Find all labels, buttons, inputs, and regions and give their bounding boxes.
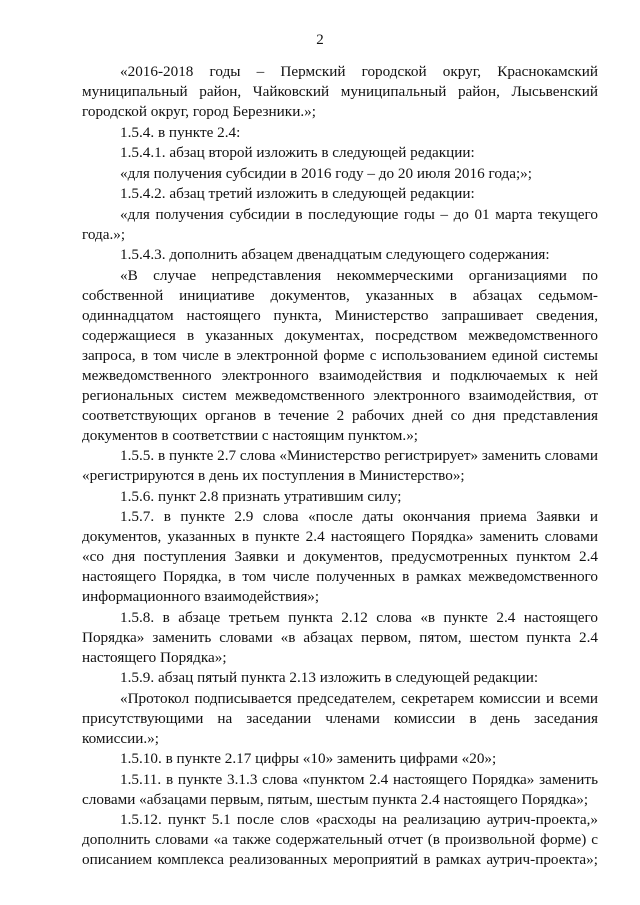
paragraph-quote-2016-deadline: «для получения субсидии в 2016 году – до 20 июля 2016 года;»; xyxy=(120,164,532,182)
paragraph-quote-protocol: «Протокол подписывается председателем, секретарем комиссии и всеми присутствующими на заседании членами комиссии в день заседания комиссии.»; xyxy=(82,689,598,747)
paragraph-1-5-6: 1.5.6. пункт 2.8 признать утратившим силу; xyxy=(120,487,402,505)
page-number: 2 xyxy=(316,32,324,48)
paragraph-1-5-4-2: 1.5.4.2. абзац третий изложить в следующей редакции: xyxy=(120,185,475,202)
paragraph-1-5-8: 1.5.8. в абзаце третьем пункта 2.12 слова «в пункте 2.4 настоящего Порядка» заменить словами «в абзацах первом, пятом, шестом пункта 2.4 настоящего Порядка»; xyxy=(82,608,598,666)
paragraph-1-5-7: 1.5.7. в пункте 2.9 слова «после даты окончания приема Заявки и документов, указанных в пункте 2.4 настоящего Порядка» заменить словами «со дня поступления Заявки и документов, предусмотренных пунктом 2.4 настоящего Порядка, в том числе полученных в рамках межведомственного информационного взаимодействия»; xyxy=(82,508,598,605)
paragraph-1-5-9: 1.5.9. абзац пятый пункта 2.13 изложить в следующей редакции: xyxy=(120,669,539,686)
paragraph-quote-subsequent-years: «для получения субсидии в последующие годы – до 01 марта текущего года.»; xyxy=(82,205,598,243)
paragraph-1-5-4-3: 1.5.4.3. дополнить абзацем двенадцатым следующего содержания: xyxy=(120,246,550,263)
document-body xyxy=(82,62,598,871)
paragraph-amendment-years: «2016-2018 годы – Пермский городской округ, Краснокамский муниципальный район, Чайковский муниципальный район, Лысьвенский городской округ, город Березники.»; xyxy=(82,63,598,120)
paragraph-1-5-10: 1.5.10. в пункте 2.17 цифры «10» заменить цифрами «20»; xyxy=(120,750,497,767)
paragraph-1-5-12: 1.5.12. пункт 5.1 после слов «расходы на реализацию аутрич-проекта,» дополнить словами «а также содержательный отчет (в произвольной форме) с описанием комплекса реализованных мероприятий в рамках аутрич-проекта»; xyxy=(82,811,598,868)
paragraph-quote-interagency-request: «В случае непредставления некоммерческими организациями по собственной инициативе документов, указанных в абзацах седьмом-одиннадцатом настоящего пункта, Министерство запрашивает сведения, содержащиеся в указанных документах, посредством межведомственного запроса, в том числе в электронной форме с использованием единой системы межведомственного электронного взаимодействия и подключаемых к ней региональных систем межведомственного электронного взаимодействия, от соответствующих органов в течение 2 рабочих дней со дня представления документов в соответствии с настоящим пунктом.»; xyxy=(82,266,598,444)
paragraph-1-5-4-1: 1.5.4.1. абзац второй изложить в следующей редакции: xyxy=(120,144,475,161)
paragraph-1-5-4: 1.5.4. в пункте 2.4: xyxy=(120,123,241,141)
paragraph-1-5-11: 1.5.11. в пункте 3.1.3 слова «пунктом 2.4 настоящего Порядка» заменить словами «абзацами первым, пятым, шестым пункта 2.4 настоящего Порядка»; xyxy=(82,770,598,808)
paragraph-1-5-5: 1.5.5. в пункте 2.7 слова «Министерство регистрирует» заменить словами «регистрируются в день их поступления в Министерство»; xyxy=(82,447,598,484)
